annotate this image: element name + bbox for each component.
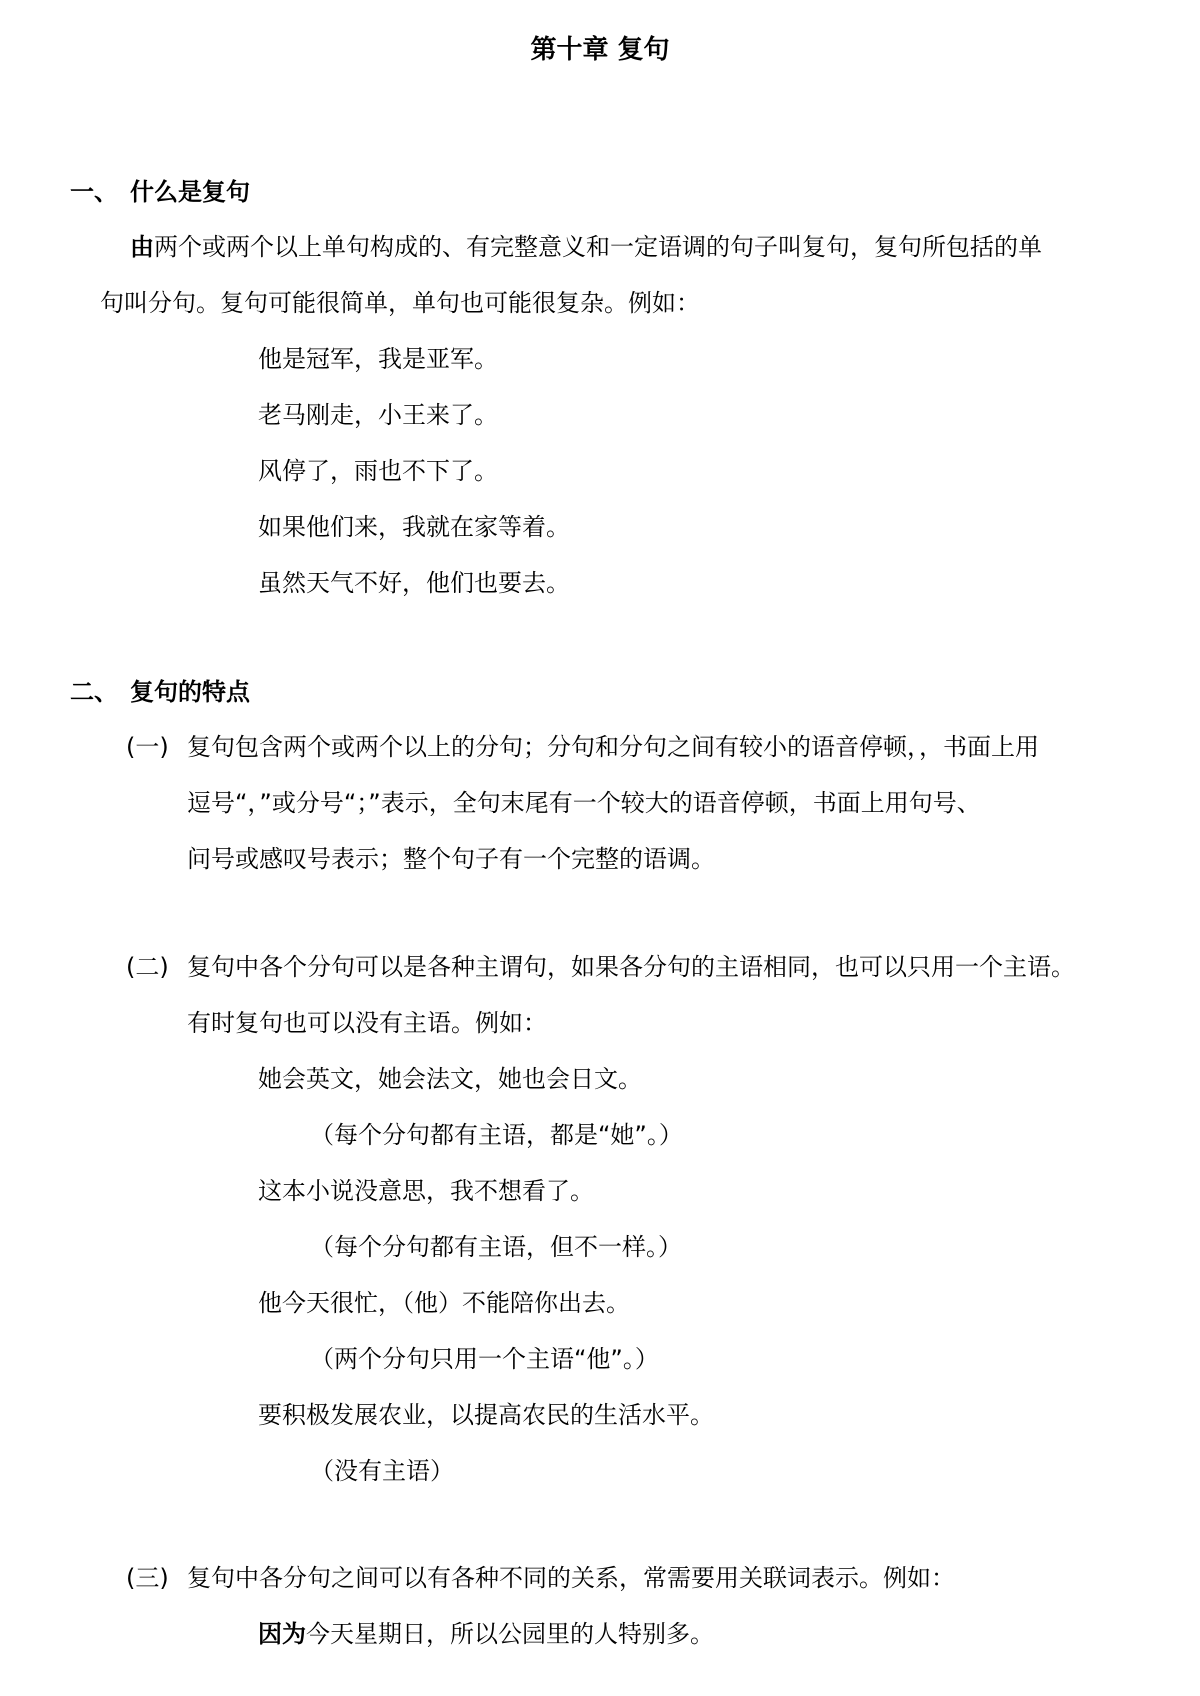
section-1-example: 虽然天气不好，他们也要去。	[258, 569, 570, 597]
point-2-example-sentence: 要积极发展农业，以提高农民的生活水平。	[258, 1401, 714, 1429]
section-2-heading: 复句的特点	[130, 678, 250, 706]
section-1-example: 如果他们来，我就在家等着。	[258, 513, 570, 541]
point-3-example-lead: 因为	[258, 1620, 306, 1648]
section-1-intro-line-1-text: 两个或两个以上单句构成的、有完整意义和一定语调的句子叫复句，复句所包括的单	[154, 233, 1042, 261]
point-2-line: 有时复句也可以没有主语。例如：	[187, 1009, 547, 1037]
section-1-example: 老马刚走，小王来了。	[258, 401, 498, 429]
point-3-example-rest: 今天星期日，所以公园里的人特别多。	[306, 1620, 714, 1648]
section-1-example: 风停了，雨也不下了。	[258, 457, 498, 485]
point-2-example-sentence: 这本小说没意思，我不想看了。	[258, 1177, 594, 1205]
section-1-intro-line-1	[130, 231, 1042, 263]
section-1-intro-lead: 由	[130, 233, 154, 261]
point-2-example-sentence: 她会英文，她会法文，她也会日文。	[258, 1065, 642, 1093]
point-2-example-note: （两个分句只用一个主语“他”。）	[310, 1345, 659, 1373]
section-2-number: 二、	[70, 678, 118, 706]
point-2-example-note: （每个分句都有主语，但不一样。）	[310, 1233, 682, 1261]
point-2-example-note: （每个分句都有主语，都是“她”。）	[310, 1121, 683, 1149]
point-2-label: (二)	[126, 953, 169, 981]
point-3-example-sentence	[258, 1618, 714, 1650]
point-1-line: 问号或感叹号表示；整个句子有一个完整的语调。	[187, 845, 715, 873]
section-1-heading: 什么是复句	[130, 178, 250, 206]
point-1-label: (一)	[126, 733, 169, 761]
section-1-intro-line-2: 句叫分句。复句可能很简单，单句也可能很复杂。例如：	[100, 289, 700, 317]
point-2-example-sentence: 他今天很忙，（他）不能陪你出去。	[258, 1289, 630, 1317]
point-1-line: 复句包含两个或两个以上的分句；分句和分句之间有较小的语音停顿，，书面上用	[187, 733, 1039, 761]
point-2-line: 复句中各个分句可以是各种主谓句，如果各分句的主语相同，也可以只用一个主语。	[187, 953, 1075, 981]
page-title: 第十章 复句	[530, 35, 670, 65]
section-1-example: 他是冠军，我是亚军。	[258, 345, 498, 373]
section-1-number: 一、	[70, 178, 118, 206]
point-3-label: (三)	[126, 1564, 169, 1592]
point-2-example-note: （没有主语）	[310, 1457, 454, 1485]
point-1-line: 逗号“，”或分号“；”表示，全句末尾有一个较大的语音停顿，书面上用句号、	[187, 789, 981, 817]
point-3-line: 复句中各分句之间可以有各种不同的关系，常需要用关联词表示。例如：	[187, 1564, 955, 1592]
